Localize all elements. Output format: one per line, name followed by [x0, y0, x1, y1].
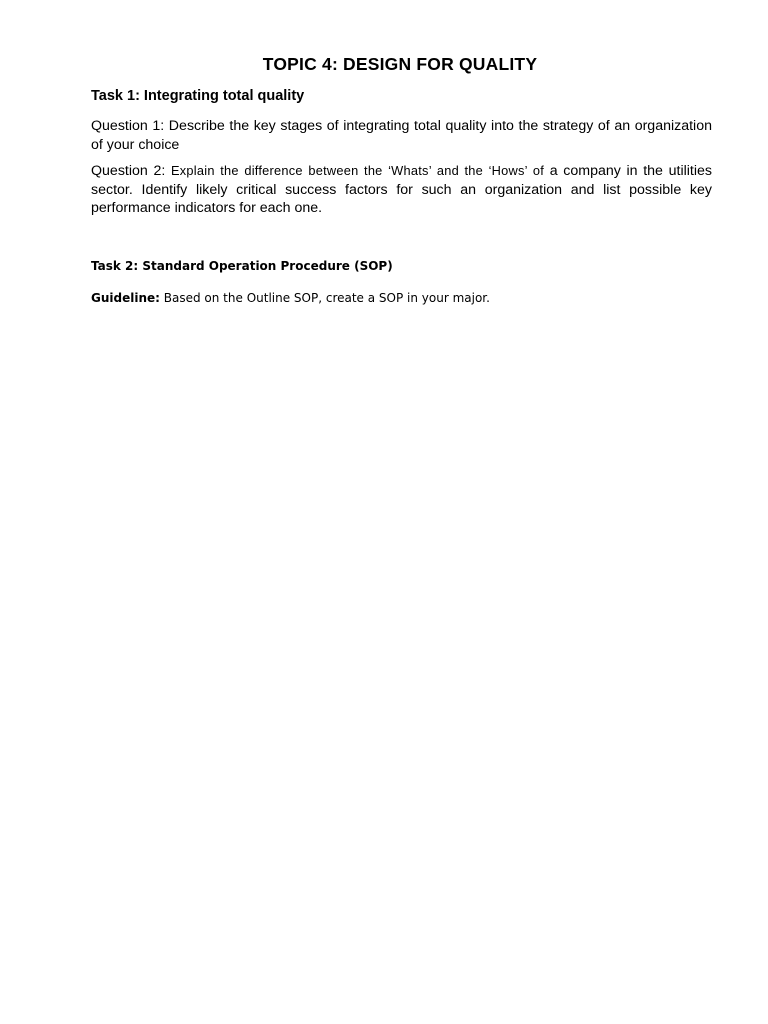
question-1: Question 1: Describe the key stages of integrating total quality into the strategy of an organization of your choice	[91, 118, 712, 153]
question-2-rest: a company in the utilities sector. Identify likely critical success factors for such an organization and list possible key performance indicators for each one.	[91, 163, 712, 216]
guideline-text: Based on the Outline SOP, create a SOP in your major.	[159, 291, 490, 305]
question-2	[91, 162, 712, 218]
question-2-prefix: Question 2:	[91, 163, 171, 179]
guideline-label: Guideline:	[91, 291, 160, 305]
task2-heading: Task 2: Standard Operation Procedure (SOP)	[91, 259, 393, 273]
guideline	[91, 291, 490, 305]
task1-heading: Task 1: Integrating total quality	[91, 88, 305, 104]
question-2-light-text: Explain the difference between the ‘Whats’ and the ‘Hows’ of	[170, 163, 545, 178]
page-title: TOPIC 4: DESIGN FOR QUALITY	[262, 54, 538, 74]
